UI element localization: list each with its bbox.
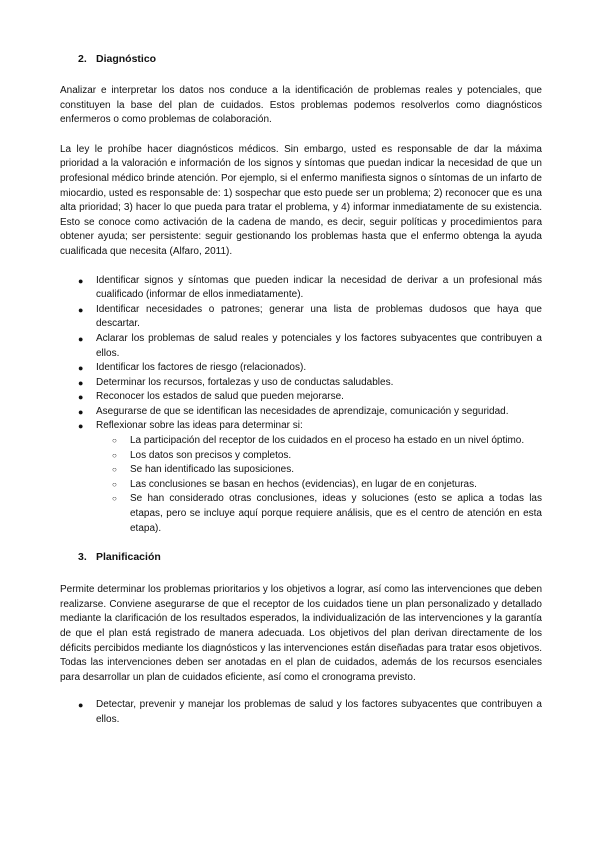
document-page <box>60 52 542 728</box>
bullet-dot-icon: ● <box>78 377 84 388</box>
bullet-dot-icon: ● <box>78 275 84 286</box>
list-item: ● Asegurarse de que se identifican las necesidades de aprendizaje, comunicación y seguridad. <box>60 405 542 420</box>
paragraph: Analizar e interpretar los datos nos conduce a la identificación de problemas reales y potenciales, que constituyen la base del plan de cuidados. Estos problemas podemos resolverlos como diagnósticos enfermeros o como problemas de colaboración. <box>60 85 542 126</box>
sub-list-item: ○ Las conclusiones se basan en hechos (evidencias), en lugar de en conjeturas. <box>96 478 542 493</box>
sub-list-item: ○ Los datos son precisos y completos. <box>96 449 542 464</box>
paragraph: Permite determinar los problemas prioritarios y los objetivos a lograr, así como las intervenciones que deben realizarse. Conviene asegurarse de que el receptor de los cuidados tiene un plan personalizado y detallado mediante la clarificación de los resultados esperados, la individualización de las intervenciones y la garantía de que el plan está registrado de manera adecuada. Los objetivos del plan derivan directamente de los déficits percibidos mediante los diagnósticos y las intervenciones están diseñadas para tratar esos objetivos. Todas las intervenciones deben ser anotadas en el plan de cuidados, además de los recursos esenciales para desarrollar un plan de cuidados eficiente, así como el cronograma previsto. <box>60 584 542 683</box>
bullet-dot-icon: ● <box>78 700 84 711</box>
bullet-circle-icon: ○ <box>112 436 117 446</box>
bullet-circle-icon: ○ <box>112 465 117 475</box>
sub-list-item: ○ La participación del receptor de los cuidados en el proceso ha estado en un nivel óptimo. <box>96 434 542 449</box>
sub-list-item: ○ Se han considerado otras conclusiones, ideas y soluciones (esto se aplica a todas las etapas, pero se incluye aquí porque requiere análisis, que es el centro de atención en esta etapa). <box>112 493 542 534</box>
bullet-dot-icon: ● <box>78 304 84 315</box>
section-heading-diagnostico <box>60 52 542 66</box>
section-number: 2. <box>78 53 87 65</box>
section-title: Planificación <box>96 551 161 564</box>
list-item: ● Aclarar los problemas de salud reales y potenciales y los factores subyacentes que contribuyen a ellos. <box>78 332 542 359</box>
list-item: ● Determinar los recursos, fortalezas y uso de conductas saludables. <box>60 376 542 391</box>
sub-bullet-list <box>96 434 542 536</box>
list-item: ● Reconocer los estados de salud que pueden mejorarse. <box>60 390 542 405</box>
bullet-dot-icon: ● <box>78 421 84 432</box>
bullet-dot-icon: ● <box>78 406 84 417</box>
bullet-circle-icon: ○ <box>112 450 117 460</box>
list-item: ● Identificar signos y síntomas que pueden indicar la necesidad de derivar a un profesional más cualificado (informar de ellos inmediatamente). <box>78 274 542 301</box>
list-item: ● Identificar los factores de riesgo (relacionados). <box>60 361 542 376</box>
section-number: 3. <box>78 551 87 564</box>
section-heading-planificacion <box>60 550 542 564</box>
bullet-circle-icon: ○ <box>112 494 117 504</box>
bullet-dot-icon: ● <box>78 333 84 344</box>
list-item: ● Detectar, prevenir y manejar los problemas de salud y los factores subyacentes que contribuyen a ellos. <box>78 699 542 725</box>
list-item: ● Reflexionar sobre las ideas para determinar si: ○ La participación del receptor de los cuidados en el proceso ha estado en un nivel óptimo. ○ Los datos son precisos y completos. ○ Se han identificado las suposiciones. ○ Las conclusiones se basan en hechos (evidencias), en lugar de en conjeturas. ○ Se han considerado otras conclusiones, ideas y soluciones (esto se aplica a todas las etapas, pero se incluye aquí porque requiere análisis, que es el centro de atención en esta etapa). <box>60 419 542 536</box>
bullet-list <box>60 274 542 537</box>
sub-list-item: ○ Se han identificado las suposiciones. <box>96 463 542 478</box>
bullet-dot-icon: ● <box>78 392 84 403</box>
paragraph: La ley le prohíbe hacer diagnósticos médicos. Sin embargo, usted es responsable de dar la máxima prioridad a la valoración e información de los signos y síntomas que puedan indicar la necesidad de que un profesional médico brinde atención. Por ejemplo, si el enfermo manifiesta signos o síntomas de un infarto de miocardio, usted es responsable de: 1) sospechar que esto puede ser un problema; 2) reconocer que es una alta prioridad; 3) hacer lo que pueda para tratar el problema, y 4) informar inmediatamente de su existencia. Esto se conoce como activación de la cadena de mando, es decir, seguir políticas y procedimientos para obtener ayuda; ser persistente: seguir gestionando los problemas hasta que el enfermo obtenga la ayuda cualificada que necesita (Alfaro, 2011). <box>60 143 542 257</box>
list-item: ● Identificar necesidades o patrones; generar una lista de problemas dudosos que haya que descartar. <box>78 303 542 330</box>
section-title: Diagnóstico <box>96 53 157 65</box>
bullet-circle-icon: ○ <box>112 479 117 489</box>
bullet-dot-icon: ● <box>78 363 84 374</box>
bullet-list <box>60 698 542 727</box>
